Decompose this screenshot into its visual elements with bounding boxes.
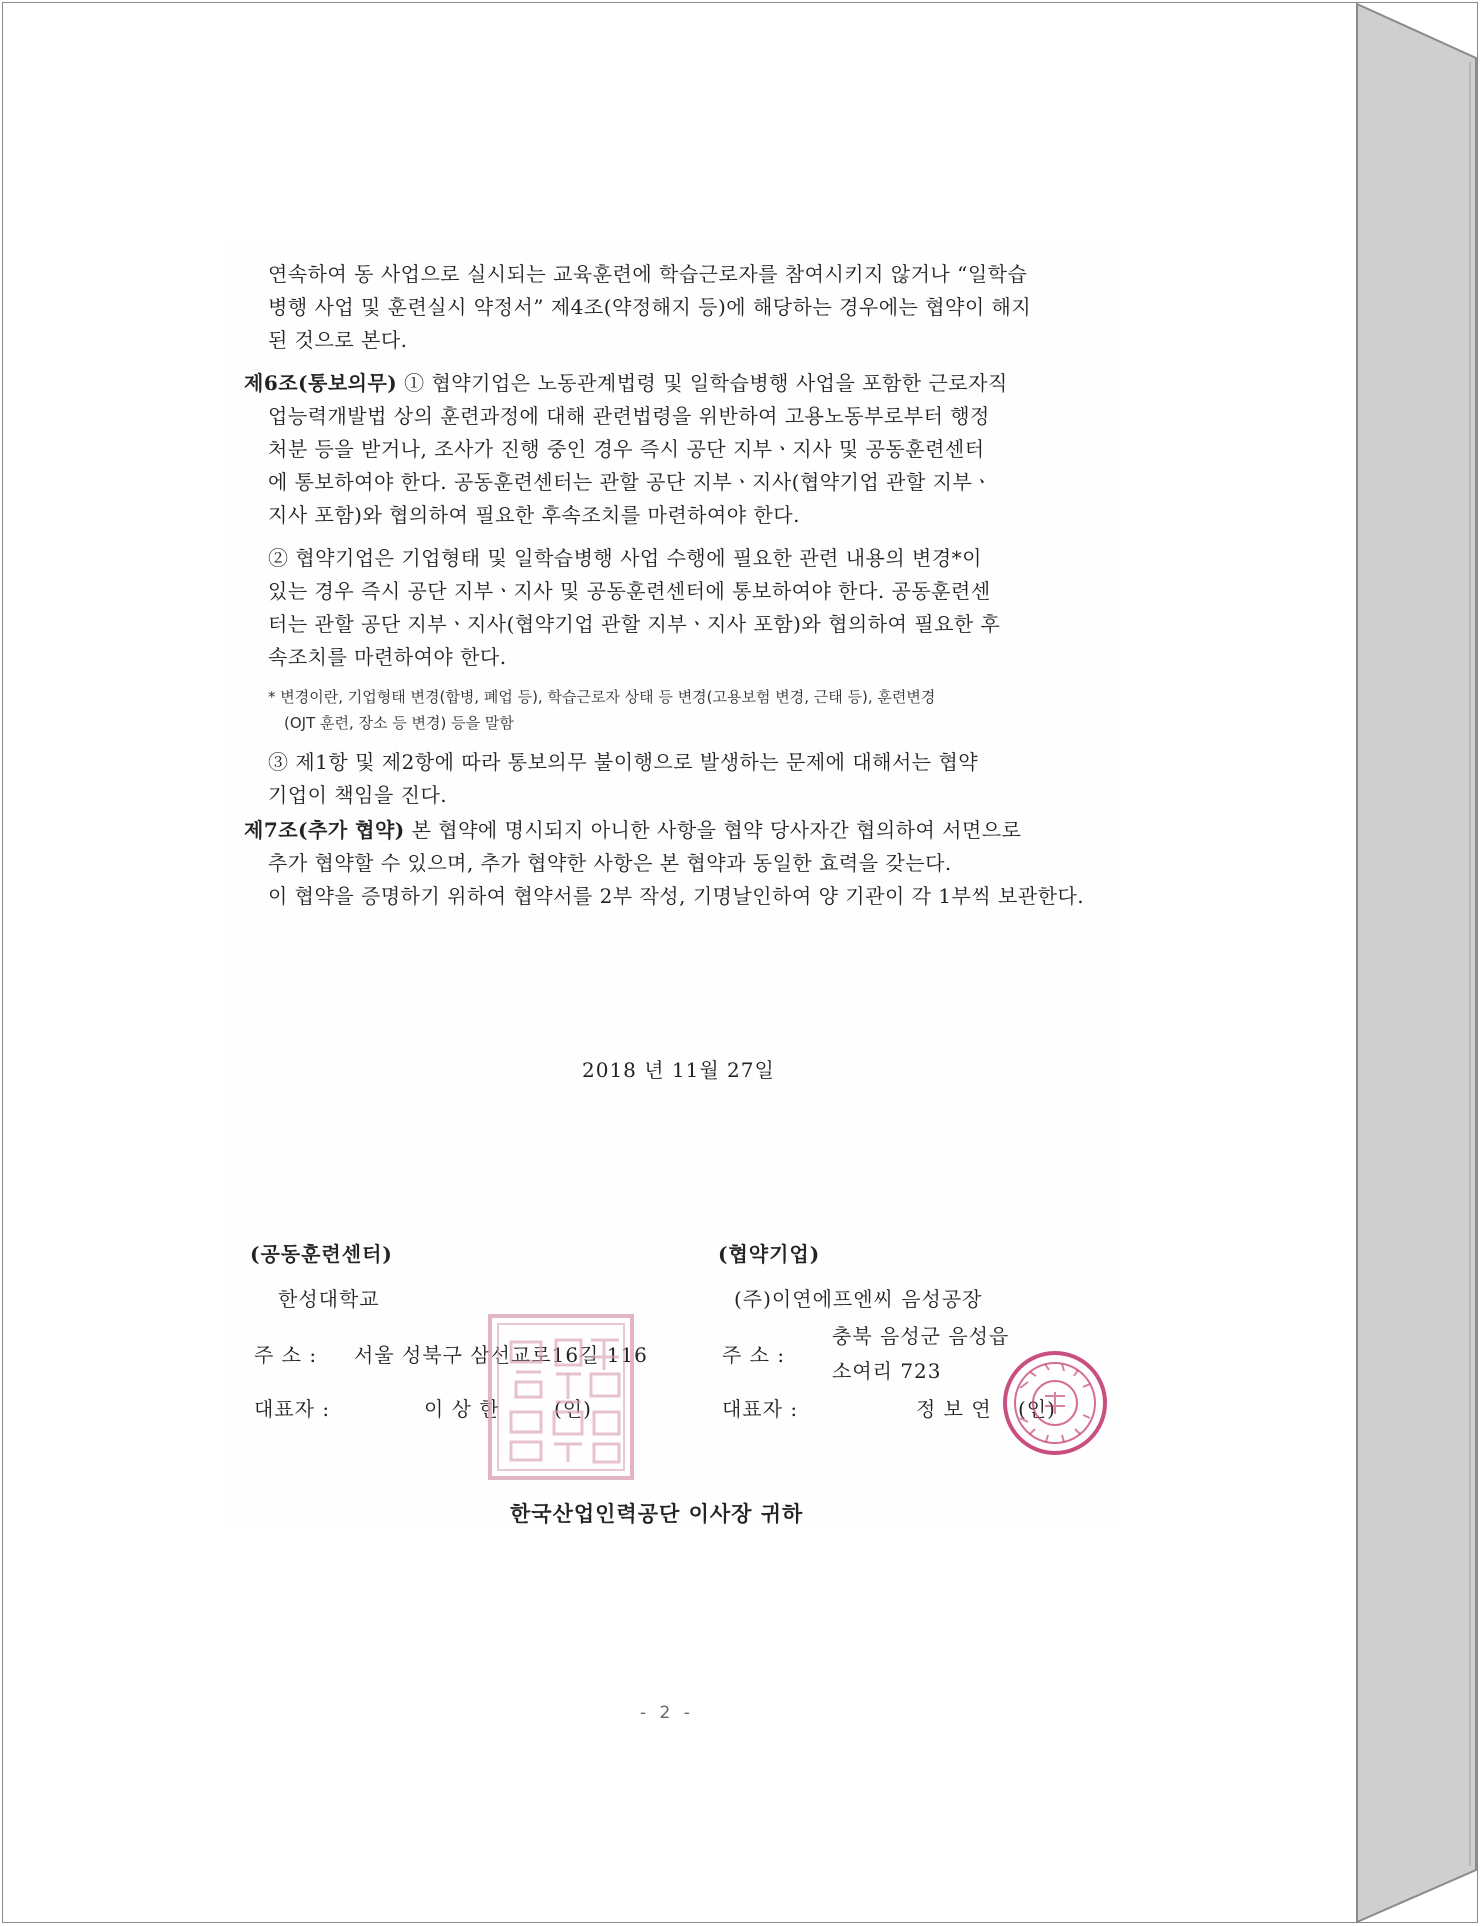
text-line: 업능력개발법 상의 훈련과정에 대해 관련법령을 위반하여 고용노동부로부터 행정 (268, 404, 990, 428)
text-line: 이 협약을 증명하기 위하여 협약서를 2부 작성, 기명날인하여 양 기관이 각 1부씩 보관한다. (268, 884, 1085, 908)
article-6 (244, 367, 1120, 532)
text-line: 에 통보하여야 한다. 공동훈련센터는 관할 공단 지부ㆍ지사(협약기업 관할 지부ㆍ (268, 470, 993, 494)
left-seal-mark: (인) (554, 1397, 592, 1421)
closing-statement (244, 880, 1120, 913)
institution-seal-icon (486, 1312, 636, 1482)
left-address: 서울 성북구 삼선교로16길 116 (354, 1343, 648, 1367)
text-line: 연속하여 동 사업으로 실시되는 교육훈련에 학습근로자를 참여시키지 않거나 “일학습 (268, 262, 1028, 286)
right-rep-label: 대표자 : (722, 1397, 799, 1421)
company-seal-icon (1000, 1348, 1110, 1458)
text-line: 된 것으로 본다. (268, 328, 408, 352)
right-address-line2: 소여리 723 (832, 1359, 942, 1383)
right-address-line1: 충북 음성군 음성읍 (832, 1324, 1010, 1348)
left-party-label: (공동훈련센터) (250, 1242, 393, 1266)
text-line: ① 협약기업은 노동관계법령 및 일학습병행 사업을 포함한 근로자직 (397, 371, 1008, 395)
page-number: - 2 - (640, 1703, 694, 1723)
text-line: 추가 협약할 수 있으며, 추가 협약한 사항은 본 협약과 동일한 효력을 갖는다. (268, 851, 952, 875)
right-party-label: (협약기업) (718, 1242, 821, 1266)
article-6-clause-2 (244, 542, 1120, 674)
left-party-name: 한성대학교 (278, 1287, 380, 1311)
article-6-clause-3 (244, 746, 1120, 812)
text-line: 본 협약에 명시되지 아니한 사항을 협약 당사자간 협의하여 서면으로 (404, 818, 1022, 842)
footnote-line: * 변경이란, 기업형태 변경(합병, 폐업 등), 학습근로자 상태 등 변경(고용보험 변경, 근태 등), 훈련변경 (268, 688, 936, 706)
recipient-line: 한국산업인력공단 이사장 귀하 (510, 1501, 804, 1526)
right-address-label: 주 소 : (722, 1343, 786, 1367)
right-seal-mark: (인) (1018, 1397, 1056, 1421)
footnote-line: (OJT 훈련, 장소 등 변경) 등을 말함 (284, 714, 514, 732)
agreement-body (244, 258, 1120, 913)
text-line: ③ 제1항 및 제2항에 따라 통보의무 불이행으로 발생하는 문제에 대해서는 협약 (268, 750, 979, 774)
text-line: 처분 등을 받거나, 조사가 진행 중인 경우 즉시 공단 지부ㆍ지사 및 공동훈련센터 (268, 437, 985, 461)
text-line: 터는 관할 공단 지부ㆍ지사(협약기업 관할 지부ㆍ지사 포함)와 협의하여 필요한 후 (268, 612, 1001, 636)
article-7 (244, 814, 1120, 880)
left-rep-name: 이 상 한 (424, 1397, 500, 1421)
paragraph-continuation (244, 258, 1120, 357)
left-address-label: 주 소 : (254, 1343, 318, 1367)
text-line: 병행 사업 및 훈련실시 약정서” 제4조(약정해지 등)에 해당하는 경우에는 협약이 해지 (268, 295, 1032, 319)
text-line: 있는 경우 즉시 공단 지부ㆍ지사 및 공동훈련센터에 통보하여야 한다. 공동훈련센 (268, 579, 991, 603)
left-rep-label: 대표자 : (254, 1397, 331, 1421)
text-line: 기업이 책임을 진다. (268, 783, 448, 807)
text-line: 지사 포함)와 협의하여 필요한 후속조치를 마련하여야 한다. (268, 503, 800, 527)
right-rep-name: 정 보 연 (916, 1397, 992, 1421)
article-heading: 제6조(통보의무) (244, 371, 398, 395)
article-heading: 제7조(추가 협약) (244, 818, 405, 842)
text-line: 속조치를 마련하여야 한다. (268, 645, 507, 669)
text-line: ② 협약기업은 기업형태 및 일학습병행 사업 수행에 필요한 관련 내용의 변경*이 (268, 546, 982, 570)
footnote (244, 684, 1120, 736)
right-party-name: (주)이연에프엔씨 음성공장 (734, 1287, 983, 1311)
agreement-date: 2018 년 11월 27일 (582, 1058, 775, 1082)
